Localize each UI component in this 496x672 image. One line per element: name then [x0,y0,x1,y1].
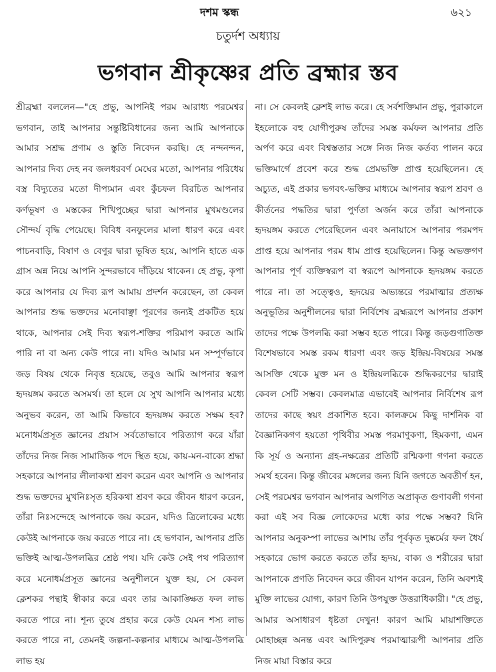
chapter-label: চতুর্দশ অধ্যায় [216,29,280,43]
chapter-title: ভগবান শ্রীকৃষ্ণের প্রতি ব্রহ্মার স্তব [97,61,399,86]
right-column-text: না। সে কেবলই ক্লেশই লাভ করে। হে সর্বশক্তিমান প্রভু, পুরাকালে ইহলোকে বহু যোগীপুরুষ তাঁদের সমস্ত কর্মফল আপনার প্রতি অর্পণ করে এবং বিশ্বস্ততার সঙ্গে নিজ নিজ কর্তব্য পালন করে ভক্তিমার্গে প্রবেশ করে শুদ্ধ প্রেমভক্তি প্রাপ্ত হয়েছিলেন। হে অচ্যুত, এই প্রকার ভগবৎ-ভক্তির মাধ্যমে আপনার স্বরূপ শ্রবণ ও কীর্তনের পদ্ধতির দ্বারা পুর্ণতা অর্জন করে তাঁরা আপনাকে হৃদয়ঙ্গম করতে পেরেছিলেন এবং অনায়াসে আপনার পরমপদ প্রাপ্ত হয়ে আপনার পরম ধাম প্রাপ্ত হয়েছিলেন। কিন্তু অভক্তগণ আপনার পূর্ণ ব্যক্তিস্বরূপ বা স্বরূপে আপনাকে হৃদয়ঙ্গম করতে পারে না। তা সত্ত্বেও, হৃদয়ের অভ্যন্তরে পরমাত্মার প্রত্যক্ষ অনুভূতির অনুশীলনের দ্বারা নির্বিশেষ ব্রহ্মরূপে আপনার প্রকাশ তাদের পক্ষে উপলব্ধি করা সম্ভব হতে পারে। কিন্তু জড়গুণাতিক্ত বিশেষভাবে সমস্ত রকম ধারণা এবং জড় ইন্দ্রিয়-বিষয়ের সমস্ত আসক্তি থেকে মুক্ত মন ও ইন্দ্রিয়লব্ধিকে শুদ্ধিকরণের দ্বারাই কেবল সেটি সম্ভব। কেবলমাত্র এভাবেই আপনার নির্বিশেষ রূপ তাদের কাছে স্বয়ং প্রকাশিত হবে। কালক্রমে কিছু দার্শনিক বা বৈজ্ঞানিকগণ হয়তো পৃথিবীর সমস্ত পরমাণুকণা, হিমকণা, এমন কি সূর্য ও অন্যান্য গ্রহ-নক্ষত্রের প্রতিটি রশ্মিকণা গণনা করতে সমর্থ হবেন। কিন্তু জীবের মঙ্গলের জন্য যিনি জগতে অবতীর্ণ হন, সেই পরমেশ্বর ভগবান আপনার অগণিত অপ্রাকৃত গুণাবলী গণনা করা এই সব বিজ্ঞ লোকেদের মধ্যে কার পক্ষে সম্ভব? যিনি আপনার অনুকম্পা লাভের আশায় তাঁর পূর্বকৃত দুষ্কর্মের ফল ধৈর্য সহকারে ভোগ করতে করতে তাঁর হৃদয়, বাক্য ও শরীরের দ্বারা আপনাকে প্রণতি নিবেদন করে জীবন যাপন করেন, তিনি অবশ্যই মুক্তি লাভের যোগ্য, কারণ তিনি উপযুক্ত উত্তরাধিকারী। "হে প্রভু, আমার অসাধারণ ধৃষ্টতা দেখুন! কারণ আমি মায়াশক্তিতে মোহাচ্ছন্ন অনন্ত এবং আদিপুরুষ পরমাত্মারূপী আপনার প্রতি নিজ মায়া বিস্তার করে [255,103,483,667]
left-column-text: শ্রীব্রহ্মা বললেন—"হে প্রভু, আপনিই পরম আরাধ্য পরমেশ্বর ভগবান, তাই আপনার সন্তুষ্টিবিধানের জন্য আমি আপনাকে আমার সশ্রদ্ধ প্রণাম ও স্তুতি নিবেদন করছি। হে নন্দনন্দন, আপনার দিব্য দেহ নব জলধরবর্ণ মেঘের মতো, আপনার পরিধেয় বস্ত্র বিদ্যুতের মতো দীপ্যমান এবং কুঁচফল বিরচিত আপনার কর্ণভূষণ ও মস্তকের শিখিপুচ্ছের দ্বারা আপনার মুখমণ্ডলের সৌন্দর্য বৃদ্ধি পেয়েছে। বিবিধ বনফুলের মালা ধারণ করে এবং পাচনবাড়ি, বিষাণ ও বেণুর দ্বারা ভূষিত হয়ে, আপনি হাতে এক গ্রাস অন্ন নিয়ে আপনি সুন্দরভাবে দাঁড়িয়ে থাকেন। হে প্রভু, কৃপা করে আপনার যে দিব্য রূপ আমায় প্রদর্শন করেছেন, তা কেবল আপনার শুদ্ধ ভক্তদের মনোবাঞ্ছা পূরণের জন্যই প্রকটিত হয়ে থাকে, আপনার সেই দিব্য স্বরূপ-শক্তির পরিমাপ করতে আমি পারি না বা অন্য কেউ পারে না। যদিও আমার মন সম্পূর্ণভাবে জড় বিষয় থেকে নিবৃত্ত হয়েছে, তবুও আমি আপনার স্বরূপ হৃদয়ঙ্গম করতে অসমর্থ। তা হলে যে সুখ আপনি আপনার মধ্যে অনুভব করেন, তা আমি কিভাবে হৃদয়ঙ্গম করতে সক্ষম হব? মনোধর্মপ্রসূত জ্ঞানের প্রয়াস সর্বতোভাবে পরিত্যাগ করে যাঁরা তাঁদের নিজ নিজ সামাজিক পদে স্থিত হয়ে, কায়-মন-বাক্যে শ্রদ্ধা সহকারে আপনার লীলাকথা শ্রবণ করেন এবং আপনি ও আপনার শুদ্ধ ভক্তদের মুখনিঃসৃত হরিকথা শ্রবণ করে জীবন ধারণ করেন, তাঁরা নিঃসন্দেহে আপনাকে জয় করেন, যদিও ত্রিলোকের মধ্যে কেউই আপনাকে জয় করতে পারে না। হে ভগবান, আপনার প্রতি ভক্তিই আত্ম-উপলব্ধির শ্রেষ্ঠ পথ। যদি কেউ সেই পথ পরিত্যাগ করে মনোধর্মপ্রসূত জ্ঞানের অনুশীলনে যুক্ত হয়, সে কেবল ক্লেশকর পন্থাই স্বীকার করে এবং তার আকাঙ্ক্ষিত ফল লাভ করতে পারে না। শূন্য তুষে প্রহার করে কেউ যেমন শস্য লাভ করতে পারে না, তেমনই জল্পনা-কল্পনার মাধ্যমে আত্ম-উপলব্ধি লাভ হয় [16,103,244,667]
left-column [16,98,244,667]
running-head-section: দশম স্কন্ধ [200,6,239,19]
page-number: ৬২১ [450,6,472,19]
column-divider [246,100,247,636]
right-column [255,98,483,667]
running-head [0,4,496,20]
